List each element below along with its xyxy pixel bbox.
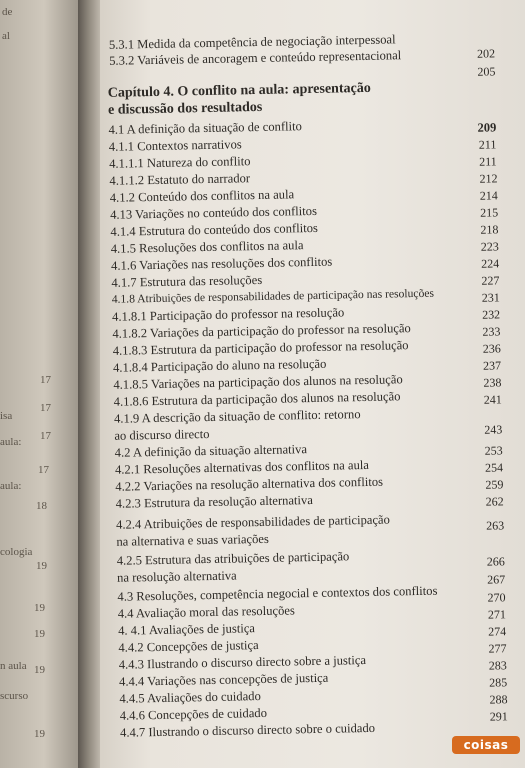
toc-entry: 4.1.8.4 Participação do aluno na resolução — [112, 356, 327, 375]
left-page — [0, 0, 80, 768]
toc-entry: 4.1 A definição da situação de conflito — [108, 119, 302, 137]
left-page-fragment: n aula — [0, 660, 27, 672]
left-page-fragment: de — [2, 6, 13, 18]
left-page-fragment: aula: — [0, 436, 22, 448]
left-page-number: 17 — [38, 464, 49, 476]
toc-entry: 4.4.5 Avaliações do cuidado — [119, 689, 261, 706]
toc-page-number: 267 — [487, 572, 506, 587]
toc-entry: 4.3 Resoluções, competência negocial e contextos dos conflitos — [117, 583, 438, 604]
chapter-heading: e discussão dos resultados — [107, 99, 263, 118]
watermark-logo: coisas — [452, 736, 520, 754]
toc-entry: 4.4 Avaliação moral das resoluções — [117, 603, 295, 621]
toc-entry: 4. 4.1 Avaliações de justiça — [117, 621, 256, 638]
left-page-number: 19 — [34, 602, 45, 614]
toc-page-number: 274 — [488, 624, 507, 639]
toc-page-number: 259 — [485, 477, 504, 492]
toc-page-number: 283 — [488, 658, 507, 673]
left-page-number: 19 — [34, 664, 45, 676]
toc-page-number: 209 — [477, 120, 497, 135]
toc-entry: 4.1.1 Contextos narrativos — [108, 137, 242, 154]
left-page-fragment: scurso — [0, 690, 29, 702]
left-page-fragment: cologia — [0, 546, 33, 558]
toc-page-number: 233 — [482, 324, 501, 339]
left-page-number: 17 — [40, 374, 51, 386]
toc-page-number: 202 — [476, 46, 496, 61]
toc-entry: 4.1.8.1 Participação do professor na resolução — [111, 305, 345, 324]
toc-page-number: 236 — [482, 341, 501, 356]
toc-entry: 4.1.1.1 Natureza do conflito — [109, 154, 251, 171]
toc-page-number: 238 — [483, 375, 502, 390]
toc-page-number: 227 — [481, 273, 500, 288]
left-page-number: 19 — [34, 728, 45, 740]
toc-page-number: 288 — [489, 692, 508, 707]
left-page-number: 19 — [36, 560, 47, 572]
toc-page-number: 241 — [483, 392, 502, 407]
toc-page-number: 211 — [478, 137, 497, 152]
toc-entry: 4.1.2 Conteúdo dos conflitos na aula — [109, 187, 295, 205]
toc-entry: ao discurso directo — [114, 426, 210, 443]
left-page-number: 17 — [40, 430, 51, 442]
left-page-fragment: aula: — [0, 480, 22, 492]
toc-page-number: 253 — [484, 443, 503, 458]
toc-page-number: 262 — [485, 494, 504, 509]
toc-entry: 4.1.4 Estrutura do conteúdo dos conflitos — [110, 220, 318, 239]
toc-entry: 4.4.6 Concepções de cuidado — [119, 705, 268, 723]
toc-entry: 4.1.8.2 Variações da participação do professor na resolução — [112, 321, 411, 341]
toc-entry: 5.3.2 Variáveis de ancoragem e conteúdo representacional — [109, 48, 402, 68]
toc-page-number: 237 — [482, 358, 502, 373]
toc-page-number: 214 — [479, 188, 498, 203]
table-of-contents — [100, 0, 525, 768]
toc-entry: 4.4.7 Ilustrando o discurso directo sobre o cuidado — [119, 720, 376, 740]
toc-entry: 4.1.7 Estrutura das resoluções — [111, 272, 263, 290]
toc-page-number: 291 — [489, 709, 508, 724]
toc-entry: 4.1.5 Resoluções dos conflitos na aula — [110, 238, 304, 256]
toc-entry: na alternativa e suas variações — [116, 531, 269, 549]
left-page-number: 17 — [40, 402, 51, 414]
toc-page-number: 231 — [481, 290, 500, 305]
toc-page-number: 277 — [488, 641, 507, 656]
toc-entry: 4.1.8 Atribuições de responsabilidades de participação nas resoluções — [111, 286, 435, 306]
toc-entry: 4.1.1.2 Estatuto do narrador — [109, 171, 251, 188]
toc-entry: 4.2.4 Atribuições de responsabilidades de participação — [115, 512, 390, 532]
left-page-fragment: isa — [0, 410, 13, 422]
toc-page-number: 211 — [479, 154, 497, 169]
toc-page-number: 215 — [480, 205, 499, 220]
toc-entry: 4.4.3 Ilustrando o discurso directo sobre a justiça — [118, 653, 367, 672]
right-page — [100, 0, 525, 768]
toc-entry: 4.1.9 A descrição da situação de conflito: retorno — [113, 407, 361, 426]
toc-entry: 4.1.8.5 Variações na participação dos alunos na resolução — [113, 372, 403, 392]
toc-entry: 4.1.8.6 Estrutura da participação dos alunos na resolução — [113, 389, 401, 409]
toc-entry: 5.3.1 Medida da competência de negociação interpessoal — [108, 32, 396, 52]
toc-page-number: 270 — [487, 590, 506, 605]
left-page-number: 18 — [36, 500, 47, 512]
toc-page-number: 285 — [489, 675, 508, 690]
left-page-fragment: al — [2, 30, 10, 42]
toc-entry: 4.2.2 Variações na resolução alternativa dos conflitos — [115, 474, 384, 494]
toc-page-number: 243 — [484, 422, 503, 437]
chapter-heading: Capítulo 4. O conflito na aula: apresentação — [107, 80, 371, 101]
toc-page-number: 218 — [480, 222, 499, 237]
toc-page-number: 224 — [480, 256, 500, 271]
toc-page-number: 271 — [487, 607, 507, 622]
toc-entry: 4.2.3 Estrutura da resolução alternativa — [115, 493, 314, 511]
toc-page-number: 232 — [481, 307, 501, 322]
toc-entry: 4.13 Variações no conteúdo dos conflitos — [109, 203, 318, 222]
toc-page-number: 254 — [484, 460, 504, 475]
toc-page-number: 205 — [477, 64, 496, 79]
toc-page-number: 212 — [479, 171, 498, 186]
toc-page-number: 263 — [486, 518, 505, 533]
toc-entry: 4.4.4 Variações nas concepções de justiça — [118, 670, 329, 689]
toc-entry: 4.4.2 Concepções de justiça — [118, 638, 259, 655]
toc-page-number: 223 — [480, 239, 499, 254]
toc-entry: 4.2 A definição da situação alternativa — [114, 442, 308, 460]
left-page-number: 19 — [34, 628, 45, 640]
toc-entry: 4.2.1 Resoluções alternativas dos conflitos na aula — [114, 457, 370, 477]
toc-page-number: 266 — [486, 554, 505, 569]
toc-entry: 4.1.6 Variações nas resoluções dos conflitos — [110, 254, 333, 273]
toc-entry: 4.1.8.3 Estrutura da participação do professor na resolução — [112, 338, 409, 358]
toc-entry: 4.2.5 Estrutura das atribuições de participação — [116, 549, 350, 568]
toc-entry: na resolução alternativa — [116, 568, 237, 585]
